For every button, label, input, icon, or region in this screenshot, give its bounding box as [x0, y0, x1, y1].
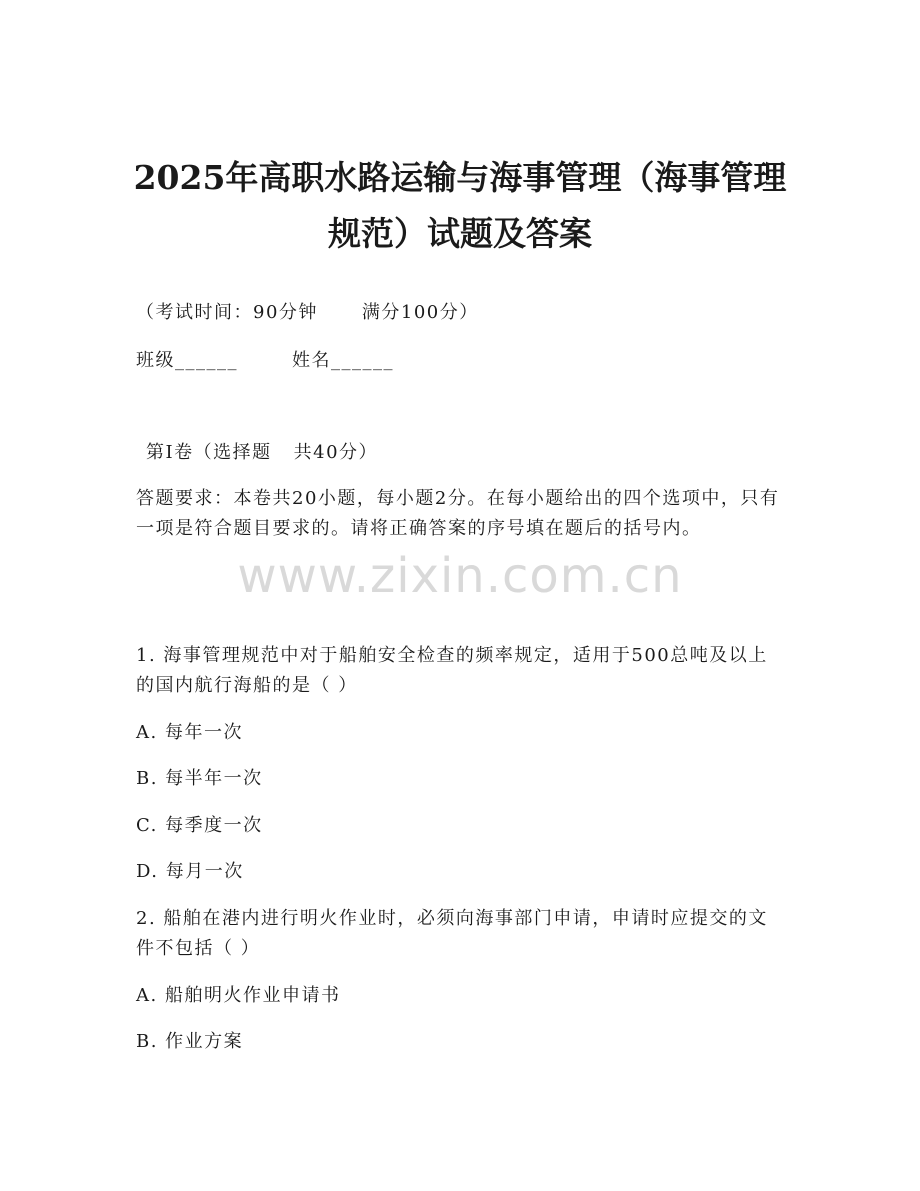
question-1-option-d: D. 每月一次	[136, 861, 244, 882]
question-1-stem: 1. 海事管理规范中对于船舶安全检查的频率规定，适用于500总吨及以上的国内航行海船的是（ ）	[136, 645, 768, 696]
class-field: 班级______	[136, 350, 238, 371]
name-field: 姓名______	[292, 350, 394, 371]
exam-info	[136, 298, 786, 328]
question-2-option-a: A. 船舶明火作业申请书	[136, 985, 341, 1006]
question-1-option-b: B. 每半年一次	[136, 768, 263, 789]
full-score: 满分100分）	[361, 302, 479, 323]
exam-time: （考试时间：90分钟	[136, 302, 318, 323]
question-1-option-a: A. 每年一次	[136, 722, 243, 743]
question-2-stem: 2. 船舶在港内进行明火作业时，必须向海事部门申请，申请时应提交的文件不包括（ ）	[136, 908, 768, 959]
section-heading	[146, 438, 796, 468]
question-1-option-c: C. 每季度一次	[136, 815, 263, 836]
title-line-1: 2025年高职水路运输与海事管理（海事管理	[133, 158, 787, 197]
student-fields	[136, 346, 786, 376]
section-total: 共40分）	[293, 442, 379, 463]
watermark: www.zixin.com.cn	[237, 548, 683, 604]
question-2-option-b: B. 作业方案	[136, 1031, 244, 1052]
title-line-2: 规范）试题及答案	[328, 214, 592, 253]
document-title	[100, 150, 820, 262]
section-title: 第Ⅰ卷（选择题	[146, 442, 272, 463]
instructions: 答题要求：本卷共20小题，每小题2分。在每小题给出的四个选项中，只有一项是符合题目要求的。请将正确答案的序号填在题后的括号内。	[136, 488, 780, 539]
